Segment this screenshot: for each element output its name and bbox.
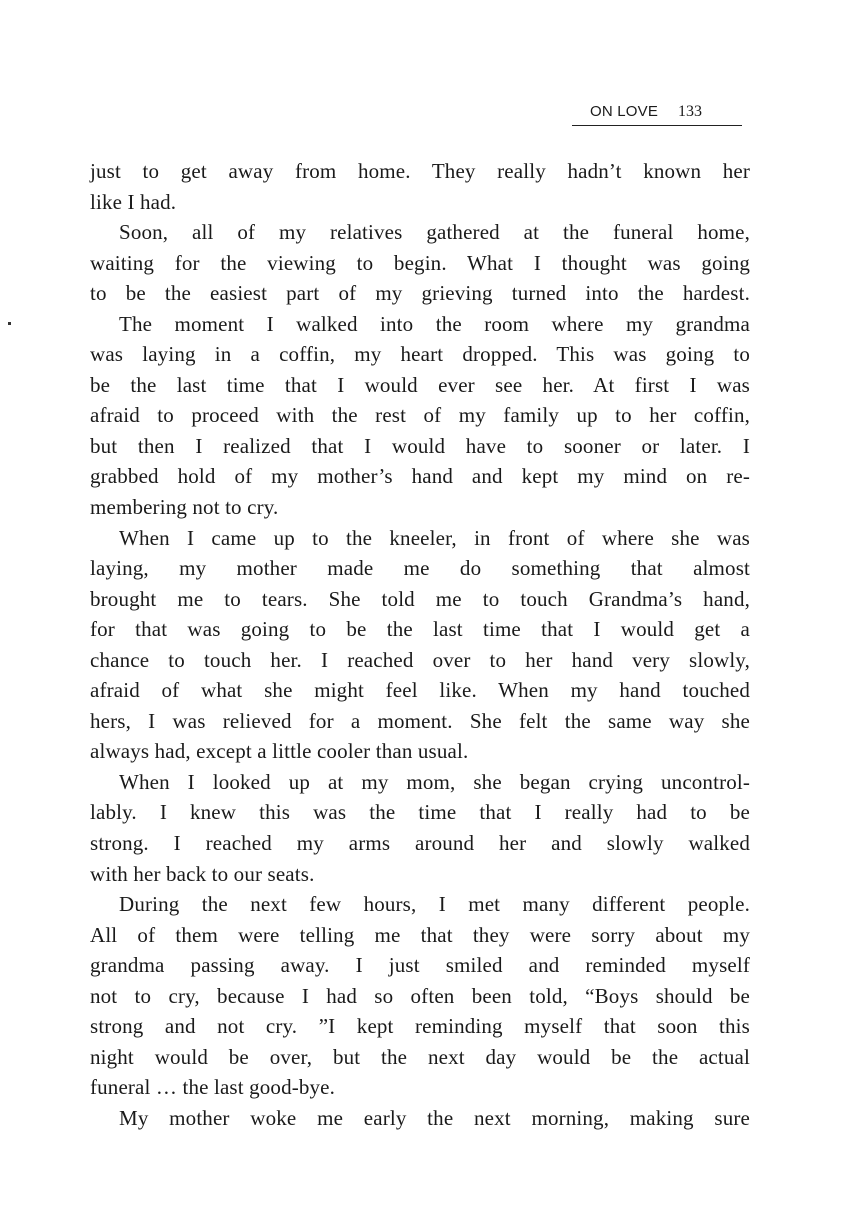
text-line: membering not to cry. <box>90 495 279 520</box>
text-line: afraid to proceed with the rest of my family up to her coffin, <box>90 403 750 428</box>
text-line: During the next few hours, I met many different people. <box>119 892 750 917</box>
text-line: always had, except a little cooler than usual. <box>90 739 469 764</box>
text-line: All of them were telling me that they were sorry about my <box>90 922 750 947</box>
text-line: afraid of what she might feel like. When my hand touched <box>90 678 750 703</box>
text-line: just to get away from home. They really hadn’t known her <box>90 159 750 183</box>
text-line: like I had. <box>90 189 177 214</box>
text-line: laying, my mother made me do something that almost <box>90 556 750 581</box>
text-line: When I looked up at my mom, she began crying uncontrol- <box>119 769 750 794</box>
text-line: be the last time that I would ever see her. At first I was <box>90 372 750 397</box>
text-line: The moment I walked into the room where my grandma <box>119 311 750 336</box>
text-line: When I came up to the kneeler, in front of where she was <box>119 525 750 550</box>
text-line: lably. I knew this was the time that I really had to be <box>90 800 750 825</box>
text-line: was laying in a coffin, my heart dropped. This was going to <box>90 342 750 367</box>
margin-mark <box>8 322 11 325</box>
text-line: hers, I was relieved for a moment. She felt the same way she <box>90 708 750 733</box>
page-number: 133 <box>678 103 702 120</box>
running-header <box>572 103 742 126</box>
text-line: for that was going to be the last time that I would get a <box>90 617 750 642</box>
text-line: grabbed hold of my mother’s hand and kept my mind on re- <box>90 464 750 489</box>
text-line: but then I realized that I would have to sooner or later. I <box>90 433 750 458</box>
text-line: to be the easiest part of my grieving turned into the hardest. <box>90 281 750 306</box>
text-line: waiting for the viewing to begin. What I thought was going <box>90 250 750 275</box>
text-line: brought me to tears. She told me to touch Grandma’s hand, <box>90 586 750 611</box>
text-line: strong. I reached my arms around her and slowly walked <box>90 831 750 856</box>
text-line: Soon, all of my relatives gathered at the funeral home, <box>119 220 750 245</box>
text-line: with her back to our seats. <box>90 861 315 886</box>
text-line: funeral … the last good-bye. <box>90 1075 336 1100</box>
text-line: strong and not cry. ”I kept reminding myself that soon this <box>90 1014 750 1039</box>
text-line: grandma passing away. I just smiled and reminded myself <box>90 953 750 978</box>
body-text <box>90 156 750 1134</box>
text-line: chance to touch her. I reached over to her hand very slowly, <box>90 647 750 672</box>
text-line: My mother woke me early the next morning, making sure <box>119 1105 750 1130</box>
section-title: ON LOVE <box>590 103 659 120</box>
text-line: night would be over, but the next day would be the actual <box>90 1044 750 1069</box>
text-line: not to cry, because I had so often been told, “Boys should be <box>90 983 750 1008</box>
